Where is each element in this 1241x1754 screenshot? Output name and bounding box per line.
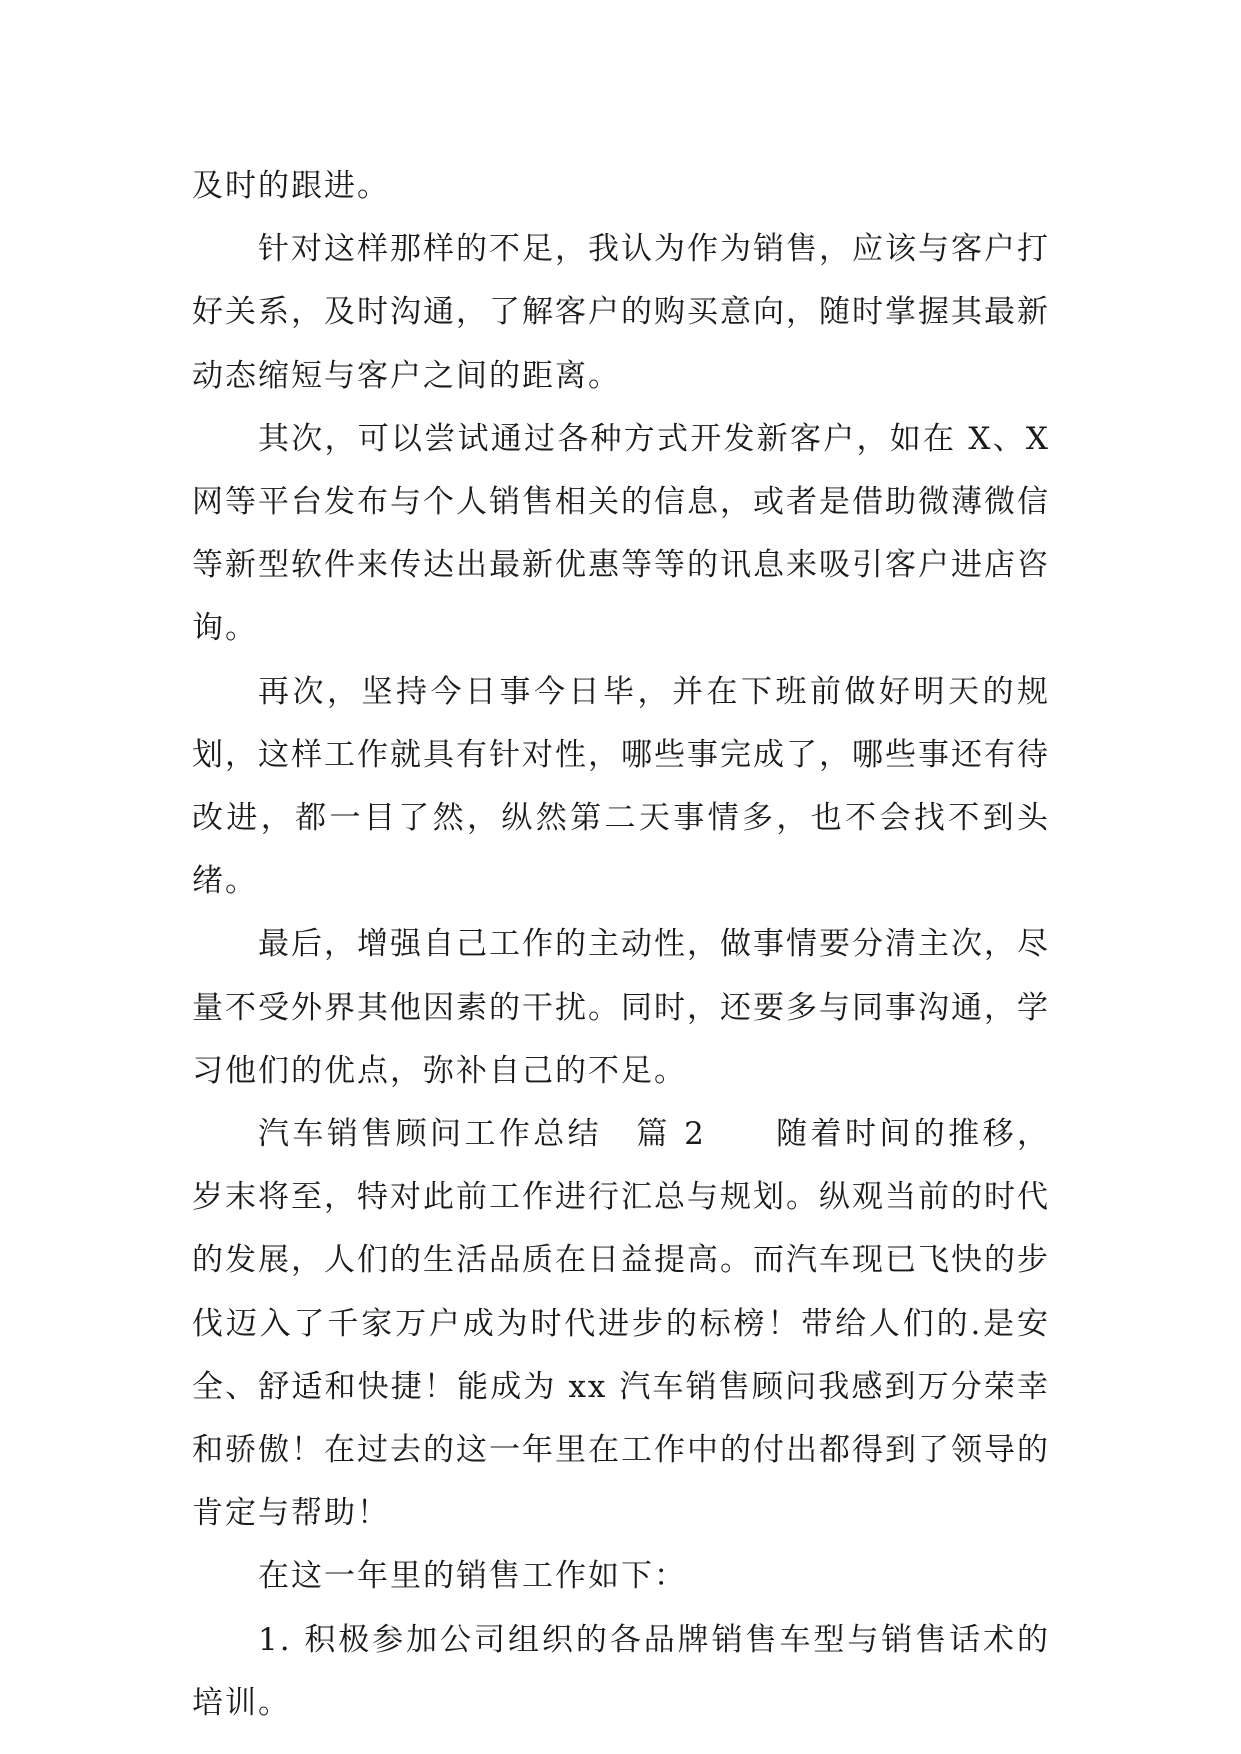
paragraph-secondly: 其次，可以尝试通过各种方式开发新客户，如在 X、X 网等平台发布与个人销售相关的信息，或者是借助微薄微信等新型软件来传达出最新优惠等等的讯息来吸引客户进店咨询。 [192,420,1050,647]
document-body [192,155,1050,1735]
paragraph-thirdly: 再次，坚持今日事今日毕，并在下班前做好明天的规划，这样工作就具有针对性，哪些事完成了，哪些事还有待改进，都一目了然，纵然第二天事情多，也不会找不到头绪。 [192,673,1050,900]
paragraph-follow-up: 及时的跟进。 [192,168,390,204]
paragraph-finally: 最后，增强自己工作的主动性，做事情要分清主次，尽量不受外界其他因素的干扰。同时，还要多与同事沟通，学习他们的优点，弥补自己的不足。 [192,926,1050,1089]
paragraph-improvement: 针对这样那样的不足，我认为作为销售，应该与客户打好关系，及时沟通，了解客户的购买意向，随时掌握其最新动态缩短与客户之间的距离。 [192,231,1050,394]
paragraph-work-intro: 在这一年里的销售工作如下： [258,1558,687,1595]
paragraph-summary-part-2: 汽车销售顾问工作总结 篇 2 随着时间的推移，岁末将至，特对此前工作进行汇总与规划。纵观当前的时代的发展，人们的生活品质在日益提高。而汽车现已飞快的步伐迈入了千家万户成为时代进步的标榜！带给人们的.是安全、舒适和快捷！能成为 xx 汽车销售顾问我感到万分荣幸和骄傲！在过去的这一年里在工作中的付出都得到了领导的肯定与帮助！ [192,1116,1050,1532]
paragraph-item-1: 1. 积极参加公司组织的各品牌销售车型与销售话术的培训。 [192,1621,1050,1721]
